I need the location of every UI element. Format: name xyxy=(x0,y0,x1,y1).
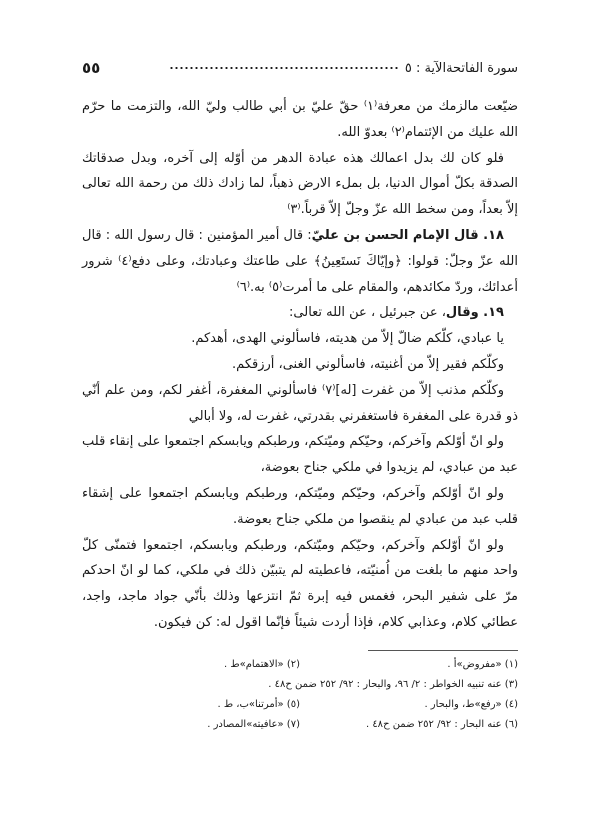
footnote-rule xyxy=(368,650,518,651)
footnote: (٤) «رفع»ط، والبحار . xyxy=(424,699,518,710)
footnote-row xyxy=(82,675,518,695)
paragraph: فلو كان لك بدل اعمالك هذه عبادة الدهر من أوّله إلى آخره، وبدل صدقاتك الصدقة بكلّ أموال الدنيا، بل بملء الارض ذهباً، لما زادك ذلك من رحمة الله تعالى إلاّ بعداً، ومن سخط الله عزّ وجلّ إلاّ قرباً.⁽٣⁾ xyxy=(82,150,518,218)
paragraph: ولو انّ أوّلكم وآخركم، وحيّكم وميّتكم، ورطبكم ويابسكم، اجتمعوا فتمنّى كلّ واحد منهم ما بلغت من اُمنيّته، فاعطيته لم يتبيّن ذلك في ملكي، كما لو انّ احدكم مرّ على شفير البحر، فغمس فيه إبرة ثمّ انتزعها وذلك بأنّي جواد ماجد، واجد، عطائي كلام، وعذابي كلام، فإذا أردت شيئاً فإنّما اقول له: كن فيكون. xyxy=(82,537,518,630)
header-right xyxy=(169,61,518,76)
footnote: (٧) «عافيته»المصادر . xyxy=(207,719,300,730)
page-number: ٥٥ xyxy=(82,59,101,77)
footnotes xyxy=(82,650,518,735)
paragraph: وكلّكم مذنب إلاّ من غفرت [له]⁽٧⁾ فاسألوني المغفرة، أغفر لكم، ومن علم أنّي ذو قدرة على المغفرة فاستغفرني بقدرتي، غفرت له، ولا أبالي xyxy=(82,382,518,424)
paragraph-hadith-18 xyxy=(82,223,518,300)
running-title: سورة الفاتحةالآية : ٥ xyxy=(404,60,518,76)
header-dotted-rule xyxy=(169,67,399,69)
footnote-row xyxy=(82,695,518,715)
footnote: (٦) عنه البحار : ٩٢/ ٢٥٢ ضمن ح٤٨ . xyxy=(365,719,518,730)
footnote: (١) «مفروض»أ . xyxy=(447,659,518,670)
paragraph-hadith-19 xyxy=(82,300,518,326)
paragraph: ضيّعت مالزمك من معرفة⁽١⁾ حقّ عليّ بن أبي طالب وليّ الله، والتزمت ما حرّم الله عليك من الإئتمام⁽٢⁾ بعدوّ الله. xyxy=(82,99,518,140)
paragraph: وكلّكم فقير إلاّ من أغنيته، فاسألوني الغنى، أرزقكم. xyxy=(232,356,504,372)
footnote: (٣) عنه تنبيه الخواطر : ٢/ ٩٦، والبحار : ٩٢/ ٢٥٢ ضمن ح٤٨ . xyxy=(268,679,518,690)
hadith-text: : قال أمير المؤمنين : قال رسول الله : قال الله عزّ وجلّ: قولوا: ﴿وإيّاكَ نَستَعِينُ﴾ على طاعتك وعبادتك، وعلى دفع⁽٤⁾ شرور أعدائك، وردّ مكائدهم، والمقام على ما أمرت⁽٥⁾ به.⁽٦⁾ xyxy=(82,227,518,295)
paragraph: ولو انّ أوّلكم وآخركم، وحيّكم وميّتكم، ورطبكم ويابسكم اجتمعوا على إشقاء قلب عبد من عبادي لم ينقصوا من ملكي جناح بعوضة. xyxy=(82,485,518,527)
main-text xyxy=(82,94,518,636)
footnote-row xyxy=(82,655,518,675)
paragraph: ولو انّ أوّلكم وآخركم، وحيّكم وميّتكم، ورطبكم ويابسكم اجتمعوا على إنقاء قلب عبد من عبادي، لم يزيدوا في ملكي جناح بعوضة، xyxy=(82,434,518,476)
footnote: (٢) «الاهتمام»ط . xyxy=(224,659,300,670)
hadith-heading: ١٨. قال الإمام الحسن بن عليّ xyxy=(311,227,504,243)
page-header xyxy=(82,56,518,80)
footnote-row xyxy=(82,715,518,735)
hadith-heading: ١٩. وقال xyxy=(445,305,504,321)
hadith-text: ، عن جبرئيل ، عن الله تعالى: xyxy=(289,305,446,321)
footnote: (٥) «أمرتنا»ب، ط . xyxy=(217,699,300,710)
paragraph: يا عبادي، كلّكم ضالّ إلاّ من هديته، فاسألوني الهدى، أهدكم. xyxy=(191,331,504,347)
